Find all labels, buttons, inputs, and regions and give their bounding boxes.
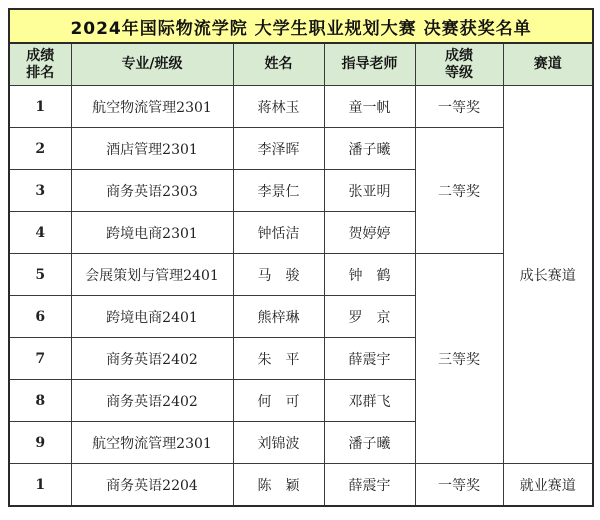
major-cell: 航空物流管理2301 xyxy=(71,86,233,128)
award-table xyxy=(8,8,594,507)
major-cell: 航空物流管理2301 xyxy=(71,422,233,464)
advisor-cell: 罗 京 xyxy=(324,296,415,338)
rank-cell: 5 xyxy=(9,254,71,296)
major-cell: 商务英语2402 xyxy=(71,380,233,422)
table-title: 2024年国际物流学院 大学生职业规划大赛 决赛获奖名单 xyxy=(9,9,593,43)
name-cell: 李景仁 xyxy=(233,170,324,212)
advisor-cell: 潘子曦 xyxy=(324,128,415,170)
header-major: 专业/班级 xyxy=(71,43,233,86)
advisor-cell: 贺婷婷 xyxy=(324,212,415,254)
name-cell: 钟恬洁 xyxy=(233,212,324,254)
header-grade: 成绩 等级 xyxy=(415,43,503,86)
advisor-cell: 薛震宇 xyxy=(324,338,415,380)
rank-cell: 1 xyxy=(9,464,71,507)
prize-cell-first-employment: 一等奖 xyxy=(415,464,503,507)
prize-cell-second: 二等奖 xyxy=(415,128,503,254)
advisor-cell: 童一帆 xyxy=(324,86,415,128)
prize-cell-first: 一等奖 xyxy=(415,86,503,128)
award-list-sheet xyxy=(8,8,592,507)
rank-cell: 1 xyxy=(9,86,71,128)
track-cell-employment: 就业赛道 xyxy=(503,464,593,507)
name-cell: 何 可 xyxy=(233,380,324,422)
advisor-cell: 薛震宇 xyxy=(324,464,415,507)
rank-cell: 7 xyxy=(9,338,71,380)
major-cell: 酒店管理2301 xyxy=(71,128,233,170)
name-cell: 朱 平 xyxy=(233,338,324,380)
rank-cell: 2 xyxy=(9,128,71,170)
table-row xyxy=(9,86,593,128)
header-track: 赛道 xyxy=(503,43,593,86)
name-cell: 熊梓琳 xyxy=(233,296,324,338)
name-cell: 马 骏 xyxy=(233,254,324,296)
header-advisor: 指导老师 xyxy=(324,43,415,86)
name-cell: 蒋林玉 xyxy=(233,86,324,128)
name-cell: 李泽晖 xyxy=(233,128,324,170)
track-cell-growth: 成长赛道 xyxy=(503,86,593,464)
major-cell: 跨境电商2301 xyxy=(71,212,233,254)
header-rank: 成绩 排名 xyxy=(9,43,71,86)
rank-cell: 6 xyxy=(9,296,71,338)
header-name: 姓名 xyxy=(233,43,324,86)
major-cell: 商务英语2303 xyxy=(71,170,233,212)
advisor-cell: 潘子曦 xyxy=(324,422,415,464)
major-cell: 会展策划与管理2401 xyxy=(71,254,233,296)
name-cell: 刘锦波 xyxy=(233,422,324,464)
table-row xyxy=(9,464,593,507)
rank-cell: 8 xyxy=(9,380,71,422)
major-cell: 跨境电商2401 xyxy=(71,296,233,338)
major-cell: 商务英语2402 xyxy=(71,338,233,380)
prize-cell-third: 三等奖 xyxy=(415,254,503,464)
name-cell: 陈 颖 xyxy=(233,464,324,507)
rank-cell: 9 xyxy=(9,422,71,464)
advisor-cell: 钟 鹤 xyxy=(324,254,415,296)
advisor-cell: 张亚明 xyxy=(324,170,415,212)
advisor-cell: 邓群飞 xyxy=(324,380,415,422)
rank-cell: 4 xyxy=(9,212,71,254)
header-row xyxy=(9,43,593,86)
rank-cell: 3 xyxy=(9,170,71,212)
major-cell: 商务英语2204 xyxy=(71,464,233,507)
